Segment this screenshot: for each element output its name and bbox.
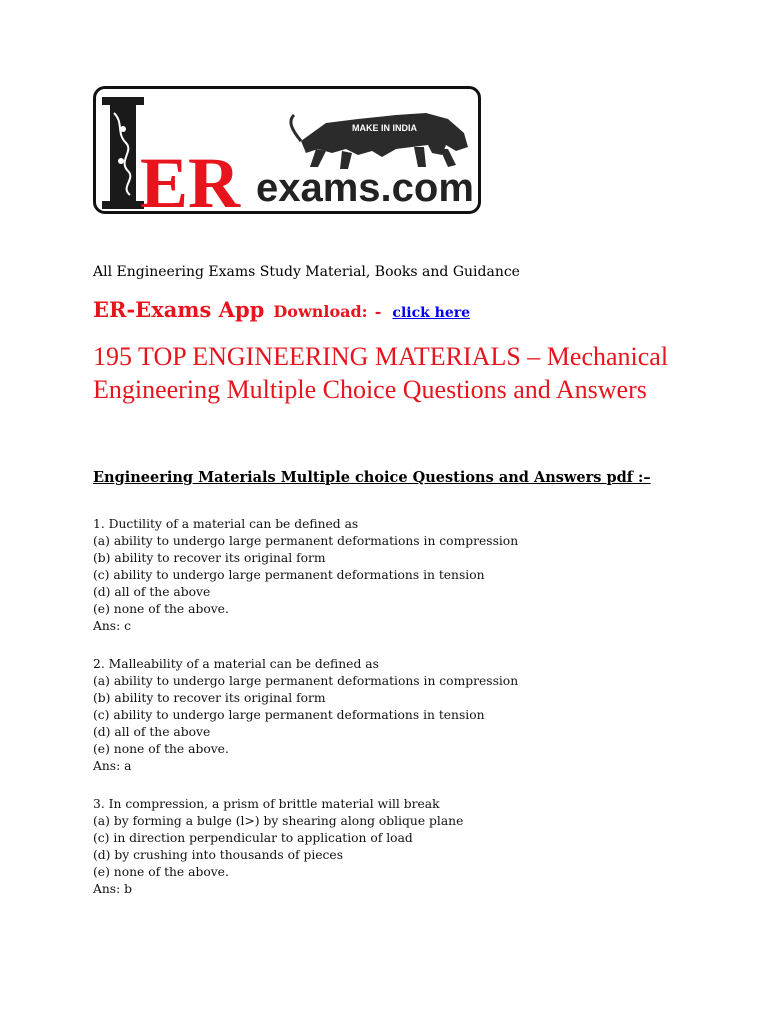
question-text: 2. Malleability of a material can be defined as	[93, 657, 379, 671]
download-link[interactable]: click here	[392, 305, 471, 321]
option-text: (d) all of the above	[93, 585, 211, 599]
lion-icon	[291, 113, 468, 169]
option-text: (b) ability to recover its original form	[93, 551, 326, 565]
download-label: Download:	[273, 302, 368, 321]
app-name: ER-Exams App	[93, 297, 265, 322]
option-text: (a) ability to undergo large permanent deformations in compression	[93, 534, 519, 548]
question-item	[93, 516, 693, 635]
question-item	[93, 796, 693, 898]
ornamental-letter-i	[102, 97, 144, 209]
option-text: (c) ability to undergo large permanent deformations in tension	[93, 708, 485, 722]
option-text: (d) all of the above	[93, 725, 211, 739]
question-text: 3. In compression, a prism of brittle material will break	[93, 797, 440, 811]
download-separator: -	[374, 302, 382, 321]
answer-text: Ans: a	[93, 759, 132, 773]
app-promo	[93, 297, 470, 322]
option-text: (e) none of the above.	[93, 602, 229, 616]
logo-exams-text: exams.com	[256, 166, 474, 210]
question-list	[93, 516, 693, 919]
question-item	[93, 656, 693, 775]
logo-reflection-graphic	[93, 216, 485, 246]
option-text: (e) none of the above.	[93, 742, 229, 756]
make-in-india-badge: MAKE IN INDIA	[352, 123, 417, 133]
answer-text: Ans: b	[93, 882, 133, 896]
option-text: (a) ability to undergo large permanent deformations in compression	[93, 674, 519, 688]
question-text: 1. Ductility of a material can be defined as	[93, 517, 359, 531]
answer-text: Ans: c	[93, 619, 132, 633]
option-text: (b) ability to recover its original form	[93, 691, 326, 705]
option-text: (c) ability to undergo large permanent deformations in tension	[93, 568, 485, 582]
option-text: (d) by crushing into thousands of pieces	[93, 848, 344, 862]
option-text: (a) by forming a bulge (l>) by shearing along oblique plane	[93, 814, 464, 828]
logo-frame	[93, 86, 481, 217]
option-text: (e) none of the above.	[93, 865, 229, 879]
logo-graphic	[96, 89, 481, 217]
option-text: (c) in direction perpendicular to application of load	[93, 831, 413, 845]
site-logo[interactable]	[93, 86, 485, 216]
logo-reflection	[93, 216, 485, 246]
page-title: 195 TOP ENGINEERING MATERIALS – Mechanical Engineering Multiple Choice Questions and Answers	[93, 342, 669, 404]
site-tagline: All Engineering Exams Study Material, Books and Guidance	[93, 264, 520, 280]
section-heading: Engineering Materials Multiple choice Questions and Answers pdf :–	[93, 469, 651, 486]
logo-er-text: ER	[140, 143, 241, 217]
